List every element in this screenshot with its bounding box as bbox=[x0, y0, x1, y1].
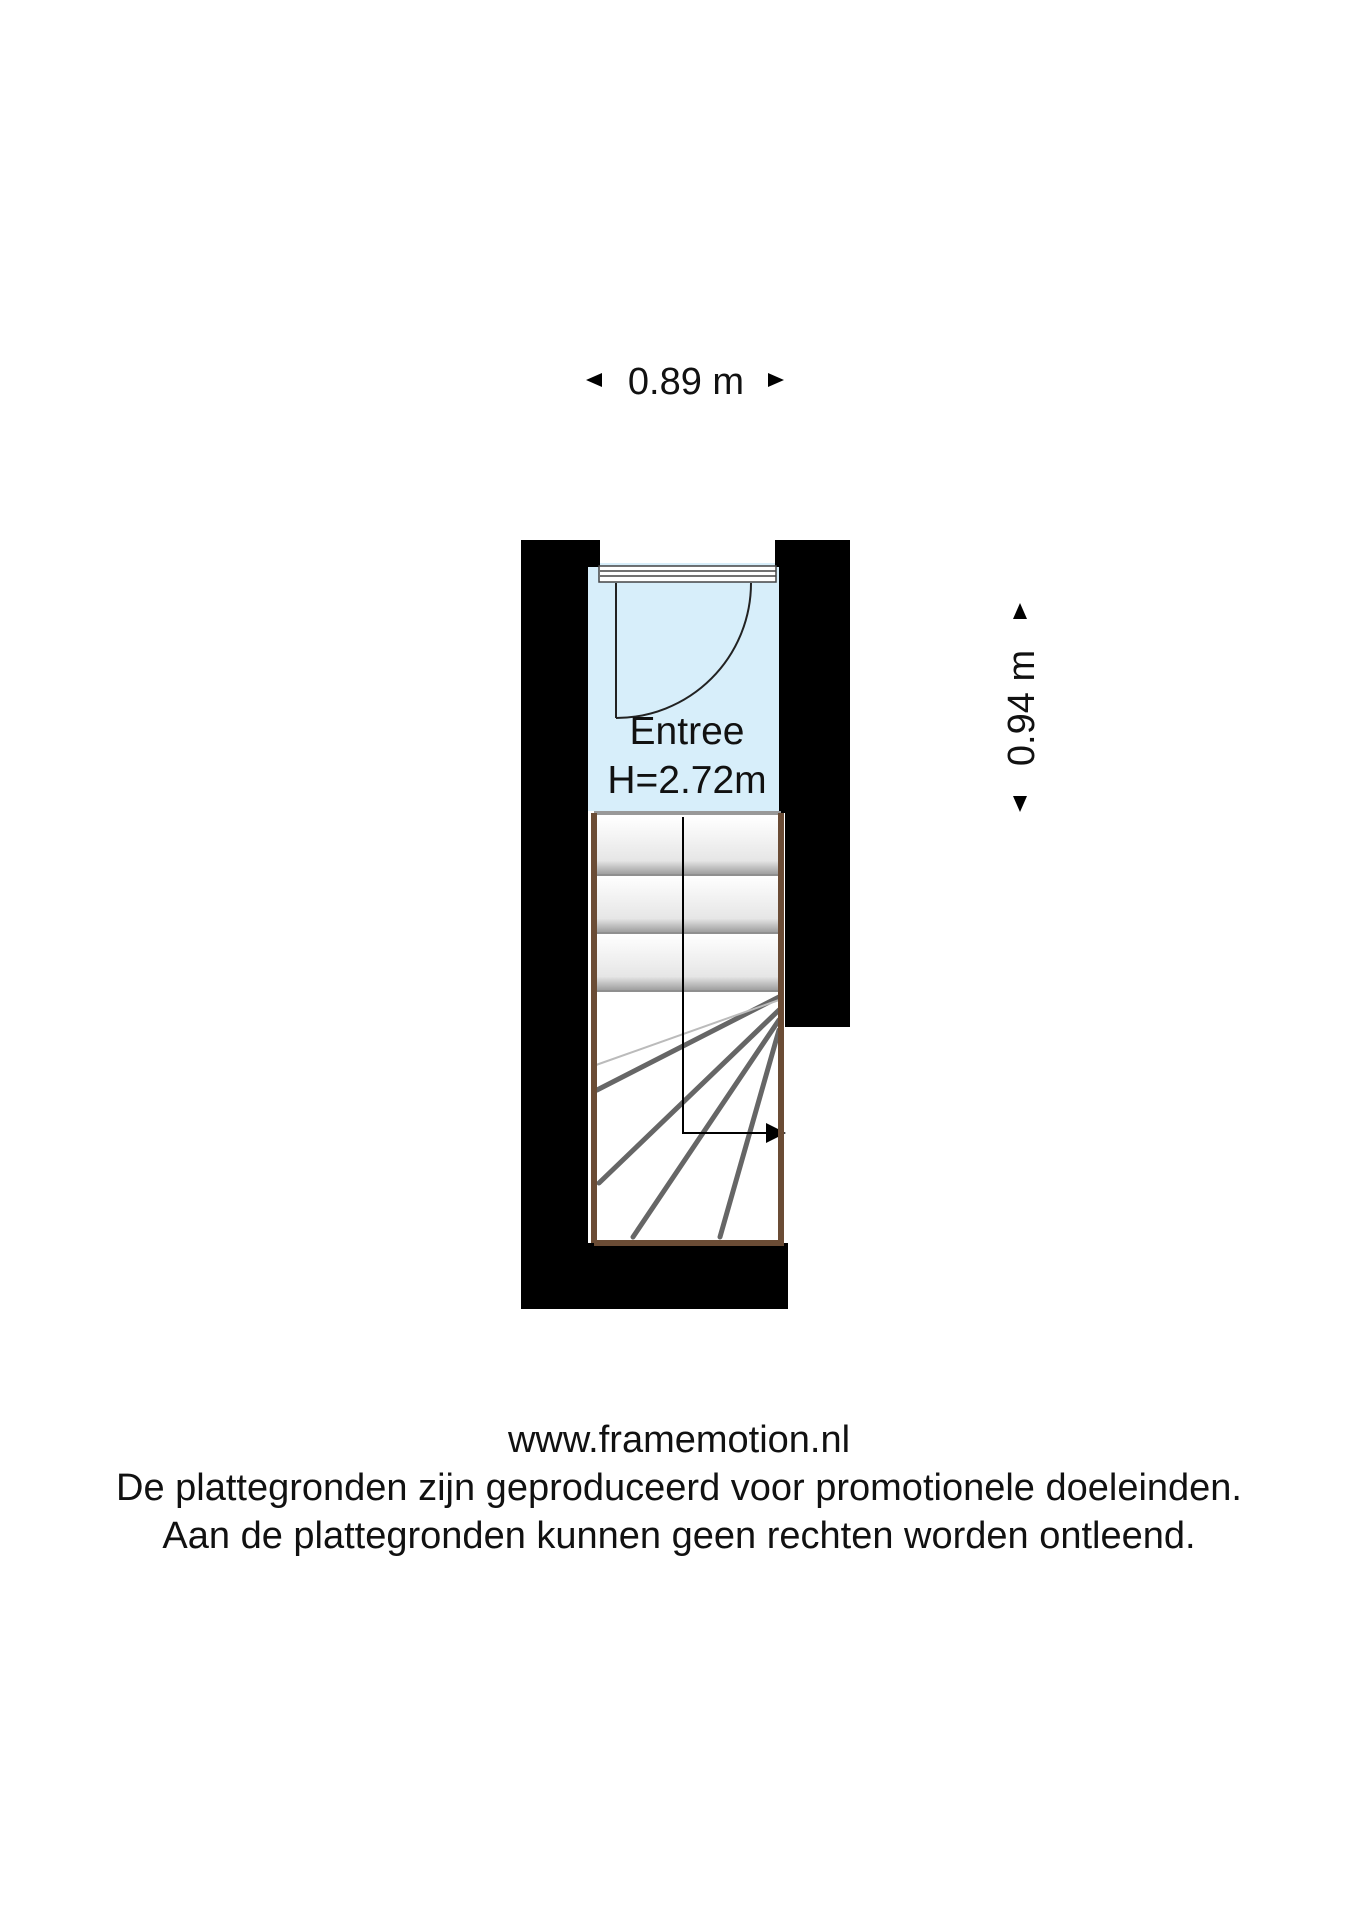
width-label: 0.89 m bbox=[627, 361, 745, 403]
wall-right-top-stub bbox=[775, 540, 850, 567]
stair-tread bbox=[596, 817, 779, 875]
width-dimension bbox=[586, 361, 784, 403]
arrow-left-icon bbox=[586, 373, 602, 387]
arrow-right-icon bbox=[768, 373, 784, 387]
door-threshold bbox=[599, 566, 776, 582]
wall-left bbox=[521, 540, 588, 1309]
footer-website: www.framemotion.nl bbox=[507, 1419, 851, 1461]
room-name: Entree bbox=[629, 710, 745, 753]
stair-tread bbox=[596, 933, 779, 991]
room-height: H=2.72m bbox=[607, 759, 767, 802]
wall-right-upper bbox=[779, 540, 850, 1027]
depth-label: 0.94 m bbox=[1001, 649, 1043, 767]
footer-disclaimer-line1: De plattegronden zijn geproduceerd voor promotionele doeleinden. bbox=[116, 1467, 1242, 1509]
staircase bbox=[594, 813, 785, 1243]
wall-bottom bbox=[521, 1243, 788, 1309]
wall-left-top-stub bbox=[521, 540, 600, 567]
depth-dimension bbox=[1001, 603, 1043, 812]
footer-disclaimer-line2: Aan de plattegronden kunnen geen rechten worden ontleend. bbox=[162, 1515, 1196, 1557]
stair-tread bbox=[596, 875, 779, 933]
arrow-down-icon bbox=[1013, 796, 1027, 812]
arrow-up-icon bbox=[1013, 603, 1027, 619]
